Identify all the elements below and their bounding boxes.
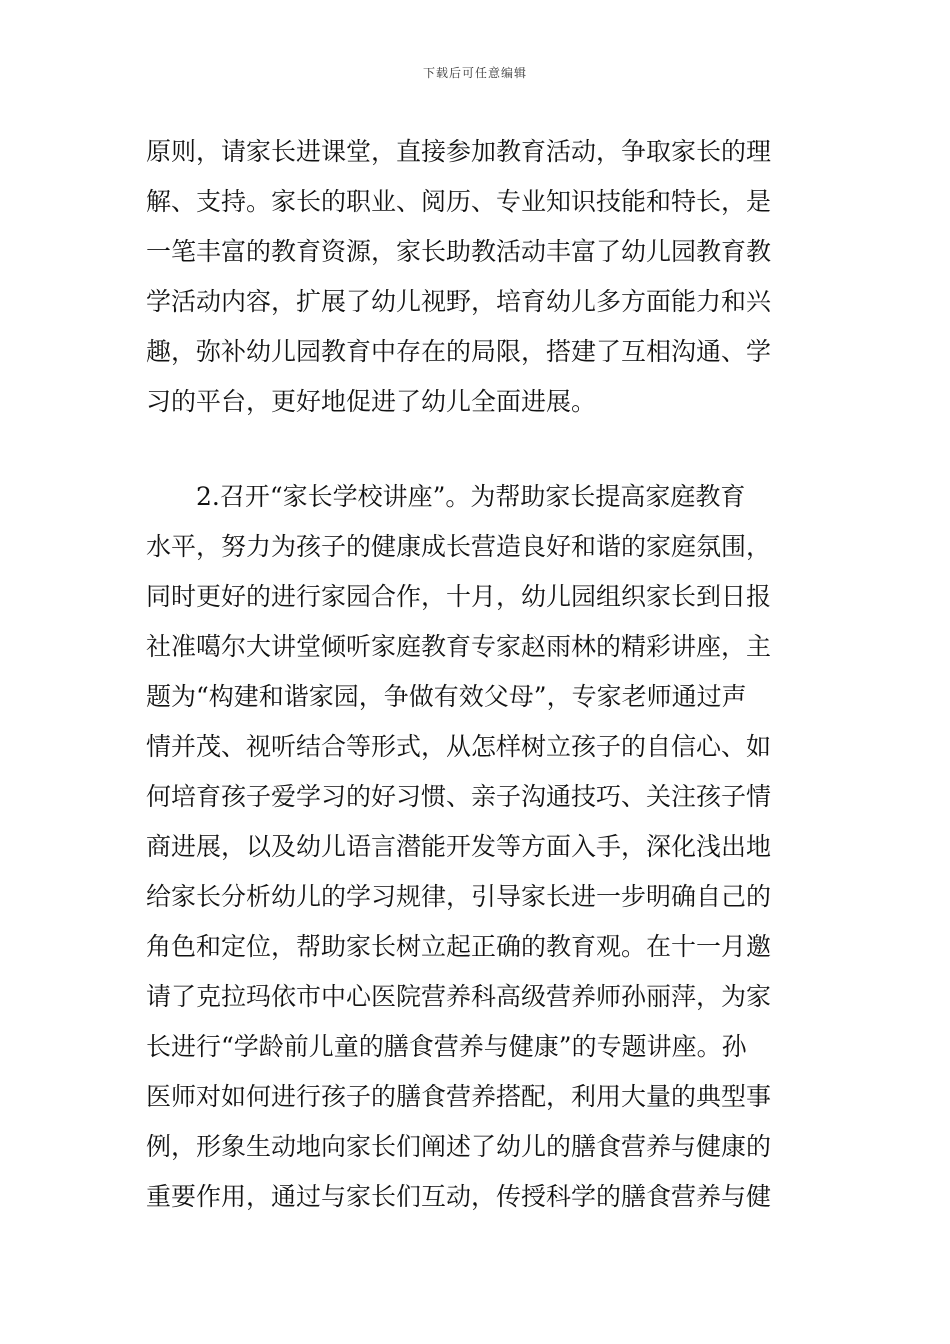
text-line: 重要作用，通过与家长们互动，传授科学的膳食营养与健 [146,1182,772,1211]
page-header: 下载后可任意编辑 [422,66,527,80]
text-line: 情并茂、视听结合等形式，从怎样树立孩子的自信心、如 [146,732,772,761]
text-line: 何培育孩子爱学习的好习惯、亲子沟通技巧、关注孩子情 [146,782,772,811]
text-line: 例，形象生动地向家长们阐述了幼儿的膳食营养与健康的 [146,1132,772,1161]
paragraph-1 [146,127,810,427]
text-line: 角色和定位，帮助家长树立起正确的教育观。在十一月邀 [146,932,772,961]
text-line: 同时更好的进行家园合作，十月，幼儿园组织家长到日报 [146,582,772,611]
text-line: 请了克拉玛依市中心医院营养科高级营养师孙丽萍，为家 [146,982,772,1011]
text-line: 一笔丰富的教育资源，家长助教活动丰富了幼儿园教育教 [146,237,772,266]
text-line: 题为“构建和谐家园，争做有效父母”，专家老师通过声 [146,682,747,711]
paragraph-2 [146,472,810,1222]
text-line: 原则，请家长进课堂，直接参加教育活动，争取家长的理 [146,137,772,166]
text-line: 解、支持。家长的职业、阅历、专业知识技能和特长，是 [146,187,772,216]
text-line: 商进展，以及幼儿语言潜能开发等方面入手，深化浅出地 [146,832,772,861]
text-line: 给家长分析幼儿的学习规律，引导家长进一步明确自己的 [146,882,772,911]
text-line: 习的平台，更好地促进了幼儿全面进展。 [146,387,597,416]
text-line: 医师对如何进行孩子的膳食营养搭配，利用大量的典型事 [146,1082,772,1111]
text-line-first: 2.召开“家长学校讲座”。为帮助家长提高家庭教育 [196,482,746,511]
text-line: 趣，弥补幼儿园教育中存在的局限，搭建了互相沟通、学 [146,337,772,366]
text-line: 学活动内容，扩展了幼儿视野，培育幼儿多方面能力和兴 [146,287,772,316]
text-line: 长进行“学龄前儿童的膳食营养与健康”的专题讲座。孙 [146,1032,747,1061]
text-line: 社准噶尔大讲堂倾听家庭教育专家赵雨林的精彩讲座，主 [146,632,772,661]
text-line: 水平，努力为孩子的健康成长营造良好和谐的家庭氛围， [146,532,772,561]
